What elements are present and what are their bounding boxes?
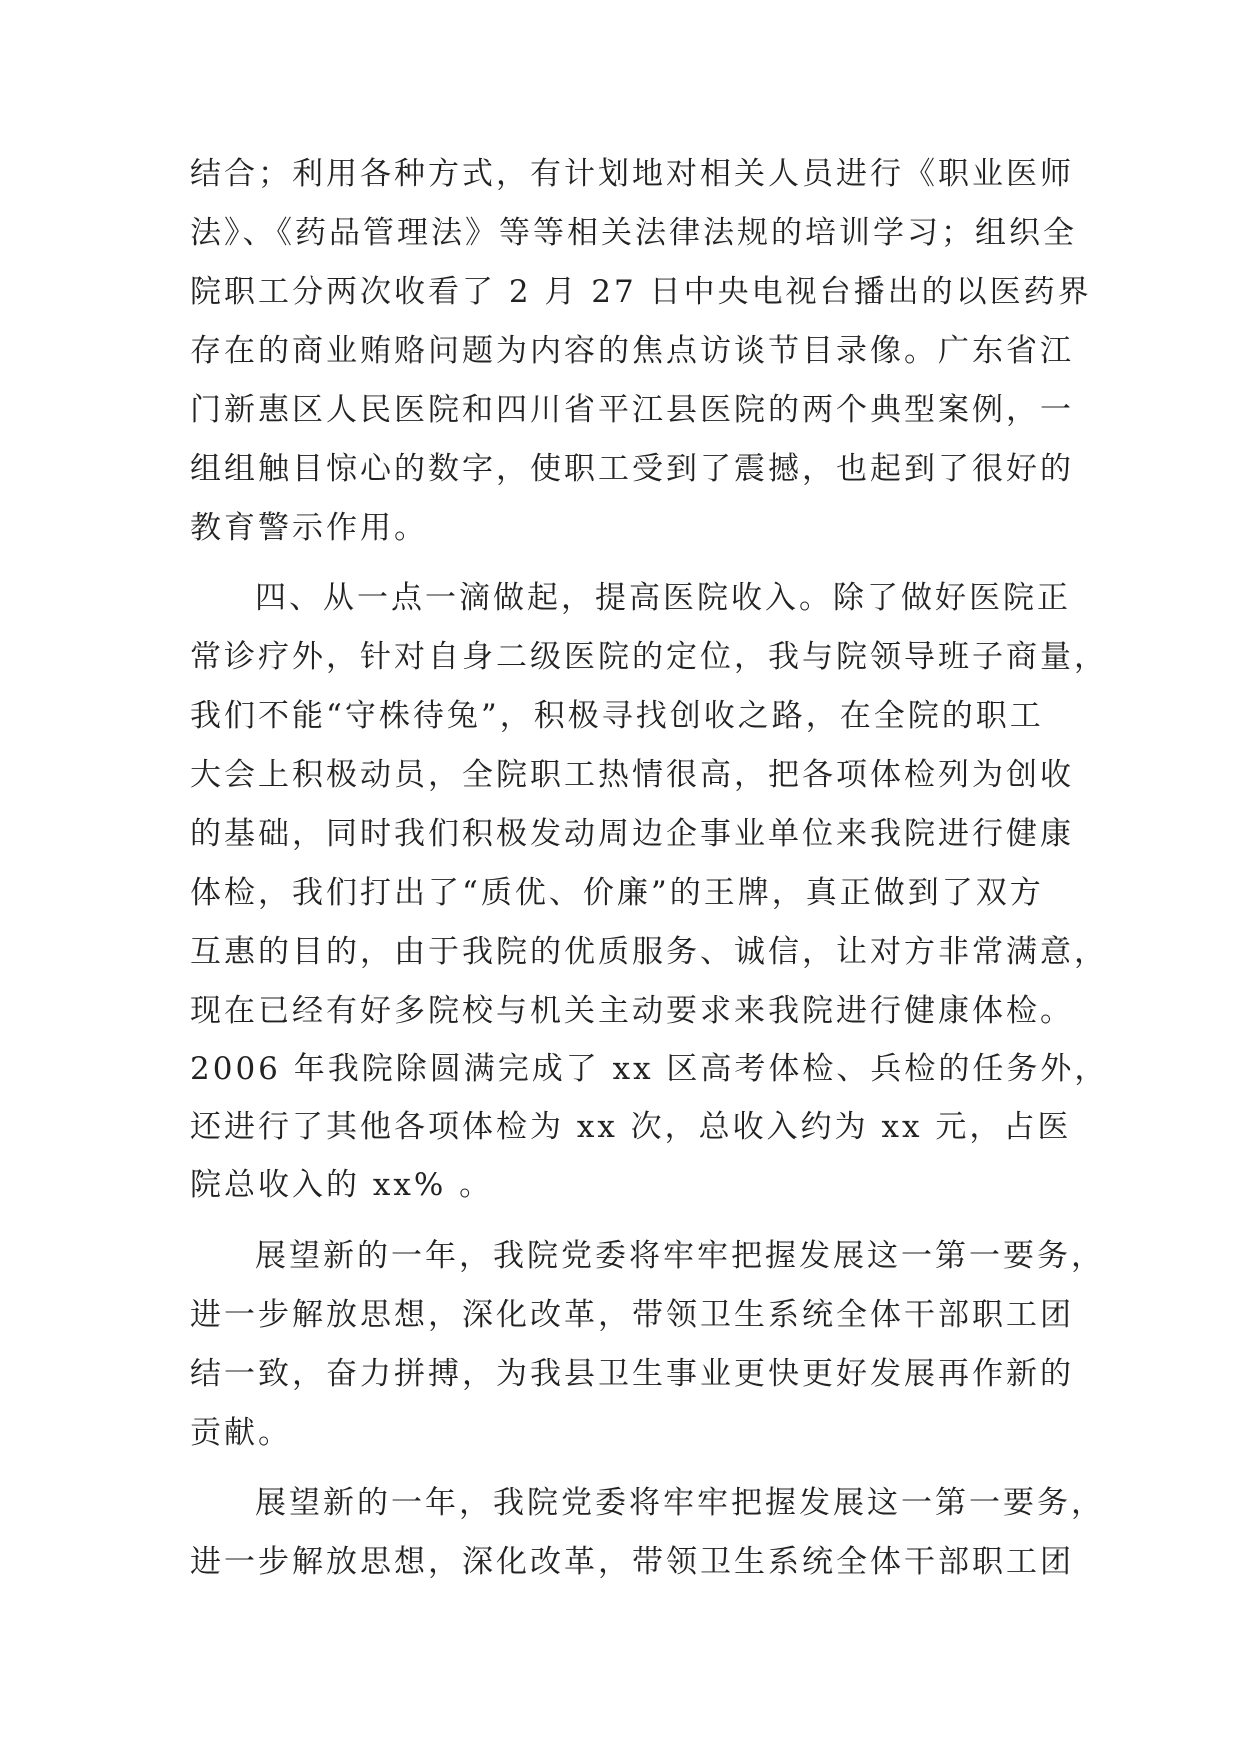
text-line: 门新惠区人民医院和四川省平江县医院的两个典型案例，一 (190, 392, 1074, 428)
text-line: 我们不能“守株待兔”，积极寻找创收之路，在全院的职工 (190, 698, 1044, 734)
text-line: 进一步解放思想，深化改革，带领卫生系统全体干部职工团 (190, 1297, 1074, 1333)
text-line: 展望新的一年，我院党委将牢牢把握发展这一第一要务， (255, 1485, 1105, 1521)
text-line: 展望新的一年，我院党委将牢牢把握发展这一第一要务， (255, 1238, 1105, 1274)
text-line: 现在已经有好多院校与机关主动要求来我院进行健康体检。 (190, 993, 1074, 1029)
text-line: 结合；利用各种方式，有计划地对相关人员进行《职业医师 (190, 156, 1074, 192)
text-line: 大会上积极动员，全院职工热情很高，把各项体检列为创收 (190, 757, 1074, 793)
text-line: 贡献。 (190, 1415, 292, 1451)
text-line: 结一致，奋力拼搏，为我县卫生事业更快更好发展再作新的 (190, 1356, 1074, 1392)
text-line: 院总收入的 xx% 。 (190, 1167, 494, 1203)
text-line: 教育警示作用。 (190, 510, 428, 546)
text-line: 还进行了其他各项体检为 xx 次，总收入约为 xx 元，占医 (190, 1109, 1072, 1145)
text-line: 法》、《药品管理法》等等相关法律法规的培训学习；组织全 (190, 215, 1077, 251)
text-line: 四、从一点一滴做起，提高医院收入。除了做好医院正 (255, 580, 1071, 616)
text-line: 2006 年我院除圆满完成了 xx 区高考体检、兵检的任务外， (190, 1051, 1109, 1087)
text-line: 进一步解放思想，深化改革，带领卫生系统全体干部职工团 (190, 1544, 1074, 1580)
text-line: 组组触目惊心的数字，使职工受到了震撼，也起到了很好的 (190, 451, 1074, 487)
text-line: 存在的商业贿赂问题为内容的焦点访谈节目录像。广东省江 (190, 333, 1074, 369)
text-line: 院职工分两次收看了 2 月 27 日中央电视台播出的以医药界 (190, 274, 1092, 310)
text-line: 体检，我们打出了“质优、价廉”的王牌，真正做到了双方 (190, 875, 1044, 911)
text-line: 互惠的目的，由于我院的优质服务、诚信，让对方非常满意， (190, 934, 1108, 970)
text-line: 的基础，同时我们积极发动周边企事业单位来我院进行健康 (190, 816, 1074, 852)
text-line: 常诊疗外，针对自身二级医院的定位，我与院领导班子商量， (190, 639, 1108, 675)
